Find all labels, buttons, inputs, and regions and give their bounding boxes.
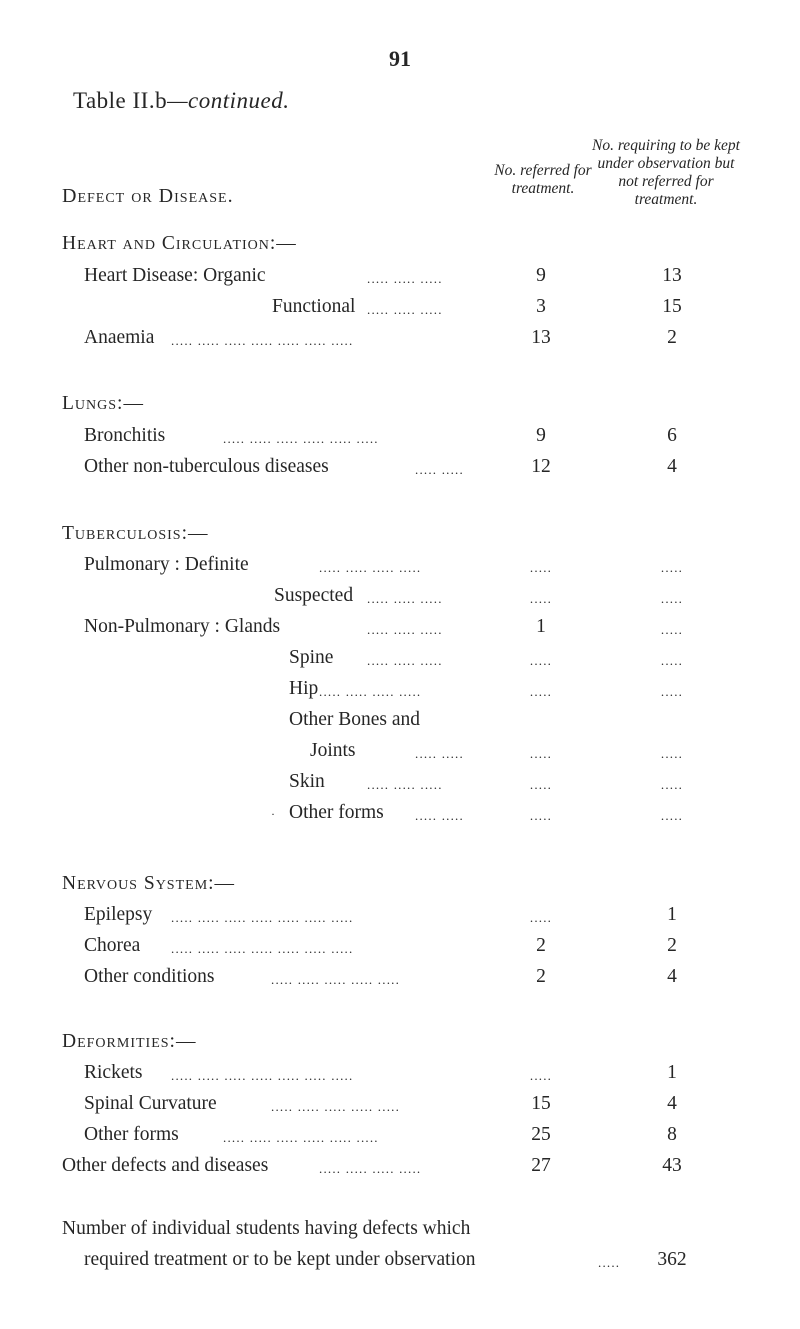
- row-label: Spinal Curvature: [84, 1093, 217, 1114]
- cell-referred: .....: [529, 591, 553, 606]
- row-label: Other defects and diseases: [62, 1155, 269, 1176]
- row-label: Non-Pulmonary : Glands: [84, 616, 281, 637]
- row-label: Hip: [289, 678, 319, 699]
- cell-referred: .....: [529, 1068, 553, 1083]
- cell-observation: 2: [667, 935, 677, 956]
- row-label: Anaemia: [84, 327, 155, 348]
- leader-dots: ..... ..... .....: [367, 271, 443, 286]
- leader-dots: ..... ..... .....: [367, 777, 443, 792]
- cell-observation: 1: [667, 904, 677, 925]
- row-label: Bronchitis: [84, 425, 166, 446]
- leader-dots: ..... ..... ..... .....: [319, 560, 422, 575]
- cell-referred: 27: [531, 1155, 551, 1176]
- leader-dots: ..... ..... ..... ..... ..... ..... .....: [171, 333, 354, 348]
- leader-dots: ..... ..... ..... .....: [319, 1161, 422, 1176]
- cell-observation: 4: [667, 1093, 677, 1114]
- leader-dots: ..... ..... ..... ..... ..... ..... .....: [171, 941, 354, 956]
- row-label: Spine: [289, 647, 334, 668]
- leader-dots: ..... ..... ..... ..... ..... ..... .....: [171, 910, 354, 925]
- header-observation: No. requiring to be kept under observation but not referred for treatment.: [592, 137, 740, 208]
- section-lungs: Lungs:—: [62, 393, 144, 414]
- cell-observation: 15: [662, 296, 682, 317]
- header-referred: No. referred for treatment.: [494, 162, 592, 197]
- row-label: Other Bones and: [289, 709, 421, 730]
- cell-observation: .....: [660, 591, 684, 606]
- cell-observation: .....: [660, 684, 684, 699]
- cell-referred: 9: [536, 425, 546, 446]
- leader-dots: ..... ..... ..... ..... .....: [271, 1099, 401, 1114]
- cell-observation: 8: [667, 1124, 677, 1145]
- footer-line-1: Number of individual students having defects which: [62, 1218, 471, 1239]
- row-label: Skin: [289, 771, 325, 792]
- cell-referred: .....: [529, 808, 553, 823]
- leader-dots: ..... ..... .....: [367, 591, 443, 606]
- row-label: Rickets: [84, 1062, 143, 1083]
- cell-referred: 1: [536, 616, 546, 637]
- row-label: Other conditions: [84, 966, 215, 987]
- section-tuberculosis: Tuberculosis:—: [62, 523, 209, 544]
- leader-dots: ..... .....: [415, 746, 464, 761]
- row-label: Other non-tuberculous diseases: [84, 456, 329, 477]
- footer-total: 362: [657, 1249, 687, 1270]
- cell-observation: .....: [660, 653, 684, 668]
- leader-dots: ..... ..... ..... ..... .....: [271, 972, 401, 987]
- cell-referred: .....: [529, 684, 553, 699]
- cell-observation: .....: [660, 746, 684, 761]
- row-label: Other forms: [289, 802, 384, 823]
- cell-observation: .....: [660, 808, 684, 823]
- cell-referred: .....: [529, 560, 553, 575]
- cell-observation: 13: [662, 265, 682, 286]
- table-title-main: Table II.b: [73, 88, 168, 113]
- cell-observation: 4: [667, 456, 677, 477]
- leader-dots: ..... ..... .....: [367, 302, 443, 317]
- cell-referred: 13: [531, 327, 551, 348]
- row-label: Functional: [272, 296, 356, 317]
- cell-observation: 1: [667, 1062, 677, 1083]
- cell-referred: 2: [536, 966, 546, 987]
- cell-referred: 12: [531, 456, 551, 477]
- leader-dots: ..... ..... ..... ..... ..... ..... .....: [171, 1068, 354, 1083]
- leader-dots: ..... ..... ..... ..... ..... .....: [223, 431, 379, 446]
- row-label: Pulmonary : Definite: [84, 554, 249, 575]
- cell-observation: 43: [662, 1155, 682, 1176]
- table-title-continued: —continued.: [167, 88, 290, 113]
- cell-observation: .....: [660, 622, 684, 637]
- cell-observation: .....: [660, 777, 684, 792]
- section-nervous: Nervous System:—: [62, 873, 236, 894]
- table-title: [73, 88, 289, 114]
- row-label: Epilepsy: [84, 904, 153, 925]
- leader-dots: ..... .....: [415, 808, 464, 823]
- cell-referred: 3: [536, 296, 546, 317]
- leader-dots: .....: [598, 1255, 621, 1270]
- cell-referred: .....: [529, 777, 553, 792]
- cell-referred: 25: [531, 1124, 551, 1145]
- cell-referred: 2: [536, 935, 546, 956]
- cell-observation: .....: [660, 560, 684, 575]
- cell-observation: 6: [667, 425, 677, 446]
- cell-referred: .....: [529, 746, 553, 761]
- row-label: Chorea: [84, 935, 141, 956]
- footer-line-2: required treatment or to be kept under observation: [84, 1249, 476, 1270]
- header-defect: Defect or Disease.: [62, 185, 234, 207]
- row-label: Other forms: [84, 1124, 179, 1145]
- leader-dots: ..... ..... ..... ..... ..... .....: [223, 1130, 379, 1145]
- stray-mark: ·: [271, 807, 275, 821]
- leader-dots: ..... ..... .....: [367, 653, 443, 668]
- cell-referred: .....: [529, 653, 553, 668]
- section-heart: Heart and Circulation:—: [62, 233, 297, 254]
- cell-observation: 4: [667, 966, 677, 987]
- cell-referred: 15: [531, 1093, 551, 1114]
- cell-referred: .....: [529, 910, 553, 925]
- cell-referred: 9: [536, 265, 546, 286]
- row-label: Heart Disease: Organic: [84, 265, 266, 286]
- row-label: Suspected: [274, 585, 354, 606]
- cell-observation: 2: [667, 327, 677, 348]
- section-deformities: Deformities:—: [62, 1031, 197, 1052]
- row-label: Joints: [310, 740, 356, 761]
- leader-dots: ..... .....: [415, 462, 464, 477]
- leader-dots: ..... ..... ..... .....: [319, 684, 422, 699]
- leader-dots: ..... ..... .....: [367, 622, 443, 637]
- page-number: 91: [389, 46, 411, 71]
